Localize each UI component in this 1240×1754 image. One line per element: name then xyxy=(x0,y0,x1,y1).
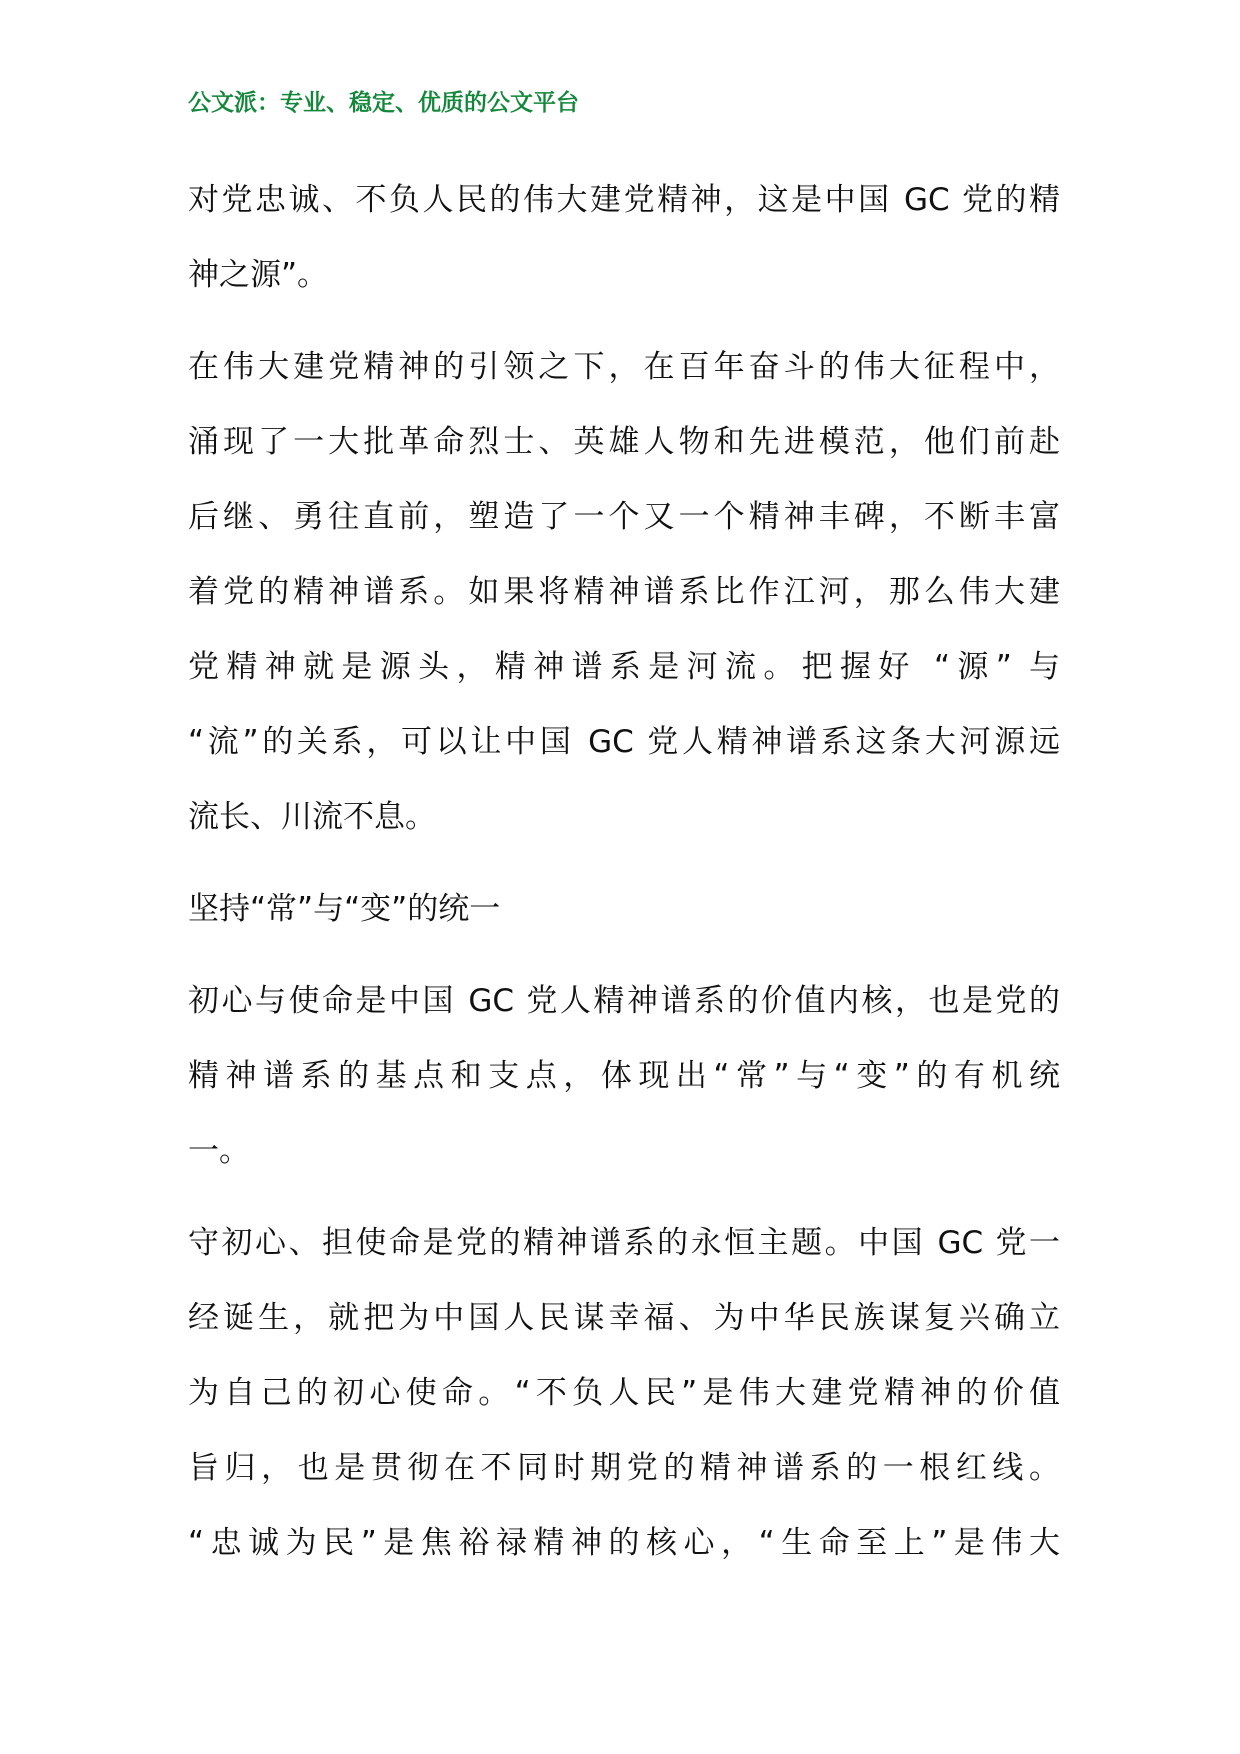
text-line: 流长、川流不息。 xyxy=(188,799,436,835)
text-line: 着党的精神谱系。如果将精神谱系比作江河，那么伟大建 xyxy=(188,574,1060,610)
text-line: 对党忠诚、不负人民的伟大建党精神，这是中国 GC 党的精 xyxy=(188,182,1060,218)
text-line: 守初心、担使命是党的精神谱系的永恒主题。中国 GC 党一 xyxy=(188,1225,1060,1261)
header-title: 公文派：专业、稳定、优质的公文平台 xyxy=(188,89,579,116)
text-line: 精神谱系的基点和支点，体现出“常”与“变”的有机统 xyxy=(188,1058,1060,1094)
text-line: 旨归，也是贯彻在不同时期党的精神谱系的一根红线。 xyxy=(188,1450,1060,1486)
text-line: 经诞生，就把为中国人民谋幸福、为中华民族谋复兴确立 xyxy=(188,1300,1060,1336)
text-line: “忠诚为民”是焦裕禄精神的核心，“生命至上”是伟大 xyxy=(188,1525,1060,1561)
text-line: 涌现了一大批革命烈士、英雄人物和先进模范，他们前赴 xyxy=(188,424,1060,460)
paragraph-1 xyxy=(188,163,1060,313)
text-line: 在伟大建党精神的引领之下，在百年奋斗的伟大征程中， xyxy=(188,349,1060,385)
text-line: 初心与使命是中国 GC 党人精神谱系的价值内核，也是党的 xyxy=(188,983,1060,1019)
text-line: 为自己的初心使命。“不负人民”是伟大建党精神的价值 xyxy=(188,1375,1060,1411)
text-line: 神之源”。 xyxy=(188,257,329,293)
text-line: 一。 xyxy=(188,1133,250,1169)
paragraph-4 xyxy=(188,1206,1060,1581)
section-heading-text: 坚持“常”与“变”的统一 xyxy=(188,891,501,927)
body-content xyxy=(188,163,1060,1598)
text-line: “流”的关系，可以让中国 GC 党人精神谱系这条大河源远 xyxy=(188,724,1060,760)
text-line: 党精神就是源头，精神谱系是河流。把握好 “源” 与 xyxy=(188,649,1060,685)
section-heading xyxy=(188,872,1060,947)
paragraph-2 xyxy=(188,330,1060,855)
text-line: 后继、勇往直前，塑造了一个又一个精神丰碑，不断丰富 xyxy=(188,499,1060,535)
paragraph-3 xyxy=(188,964,1060,1189)
